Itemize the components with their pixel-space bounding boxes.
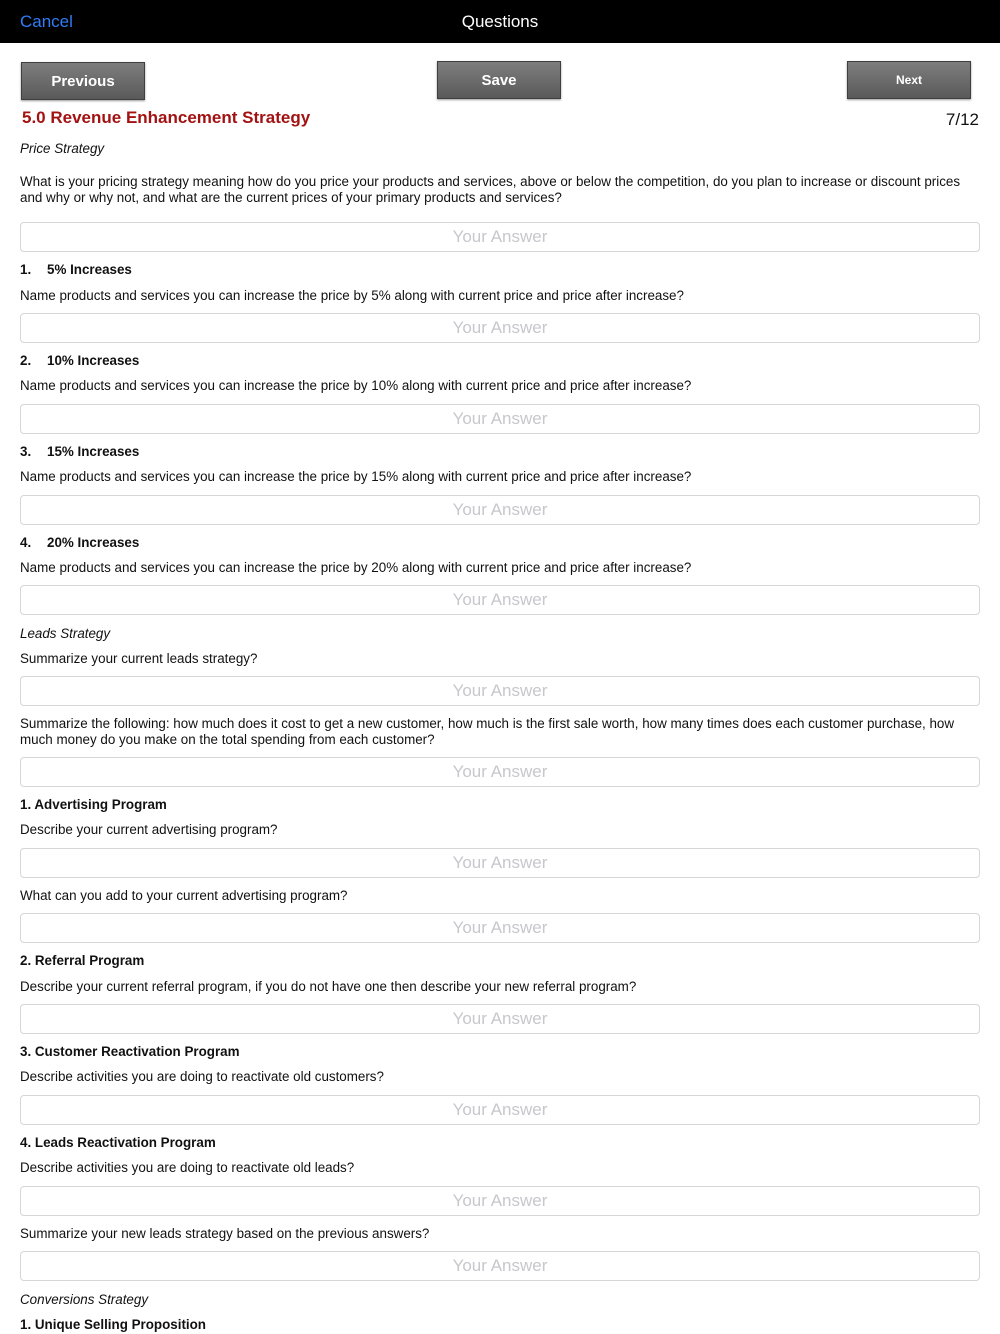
question-customer-value: Summarize the following: how much does it cost to get a new customer, how much is the first sale worth, how many times does each customer purchase, how much money do you make on the total spending from each customer?	[20, 716, 955, 747]
heading-number: 4.	[20, 535, 32, 550]
heading-unique-selling-proposition: 1. Unique Selling Proposition	[20, 1317, 206, 1332]
answer-customer-reactivation[interactable]	[20, 1095, 980, 1125]
question-leads-reactivation: Describe activities you are doing to reactivate old leads?	[20, 1160, 355, 1175]
heading-label: 20% Increases	[47, 535, 140, 550]
question-customer-reactivation: Describe activities you are doing to reactivate old customers?	[20, 1069, 384, 1084]
heading-label: 15% Increases	[47, 444, 140, 459]
heading-20-percent	[20, 535, 982, 551]
question-pricing-strategy: What is your pricing strategy meaning how do you price your products and services, above or below the competition, do you plan to increase or discount prices and why or why not, and what are the current prices of your primary products and services?	[20, 174, 961, 205]
question-5-percent: Name products and services you can increase the price by 5% along with current price and price after increase?	[20, 288, 684, 303]
answer-customer-value[interactable]	[20, 757, 980, 787]
question-referral-program: Describe your current referral program, if you do not have one then describe your new referral program?	[20, 979, 637, 994]
next-button[interactable]: Next	[847, 61, 971, 99]
answer-leads-strategy[interactable]	[20, 676, 980, 706]
answer-advertising-add[interactable]	[20, 913, 980, 943]
answer-referral-program[interactable]	[20, 1004, 980, 1034]
question-10-percent: Name products and services you can increase the price by 10% along with current price and price after increase?	[20, 378, 692, 393]
answer-5-percent[interactable]	[20, 313, 980, 343]
answer-20-percent[interactable]	[20, 585, 980, 615]
heading-customer-reactivation: 3. Customer Reactivation Program	[20, 1044, 240, 1059]
question-advertising-add: What can you add to your current advertising program?	[20, 888, 348, 903]
answer-10-percent[interactable]	[20, 404, 980, 434]
question-20-percent: Name products and services you can increase the price by 20% along with current price and price after increase?	[20, 560, 692, 575]
question-new-leads-strategy: Summarize your new leads strategy based on the previous answers?	[20, 1226, 430, 1241]
question-leads-strategy: Summarize your current leads strategy?	[20, 651, 258, 666]
heading-advertising-program: 1. Advertising Program	[20, 797, 167, 812]
answer-15-percent[interactable]	[20, 495, 980, 525]
save-button[interactable]: Save	[437, 61, 561, 99]
heading-label: 5% Increases	[47, 262, 132, 277]
question-advertising-current: Describe your current advertising program?	[20, 822, 278, 837]
category-conversions-strategy: Conversions Strategy	[20, 1292, 149, 1307]
heading-label: 10% Increases	[47, 353, 140, 368]
heading-5-percent	[20, 262, 982, 278]
nav-title: Questions	[461, 12, 539, 31]
heading-number: 1.	[20, 262, 32, 277]
heading-leads-reactivation: 4. Leads Reactivation Program	[20, 1135, 216, 1150]
section-title: 5.0 Revenue Enhancement Strategy	[22, 108, 311, 127]
category-leads-strategy: Leads Strategy	[20, 626, 111, 641]
answer-pricing-strategy[interactable]	[20, 222, 980, 252]
heading-number: 2.	[20, 353, 32, 368]
page-counter: 7/12	[945, 110, 979, 129]
answer-new-leads-strategy[interactable]	[20, 1251, 980, 1281]
heading-referral-program: 2. Referral Program	[20, 953, 145, 968]
question-15-percent: Name products and services you can increase the price by 15% along with current price and price after increase?	[20, 469, 692, 484]
previous-button[interactable]: Previous	[21, 62, 145, 100]
category-price-strategy: Price Strategy	[20, 141, 105, 156]
answer-leads-reactivation[interactable]	[20, 1186, 980, 1216]
heading-10-percent	[20, 353, 982, 369]
navigation-bar	[0, 0, 1000, 43]
heading-15-percent	[20, 444, 982, 460]
answer-advertising-current[interactable]	[20, 848, 980, 878]
cancel-button[interactable]: Cancel	[20, 12, 73, 31]
heading-number: 3.	[20, 444, 32, 459]
